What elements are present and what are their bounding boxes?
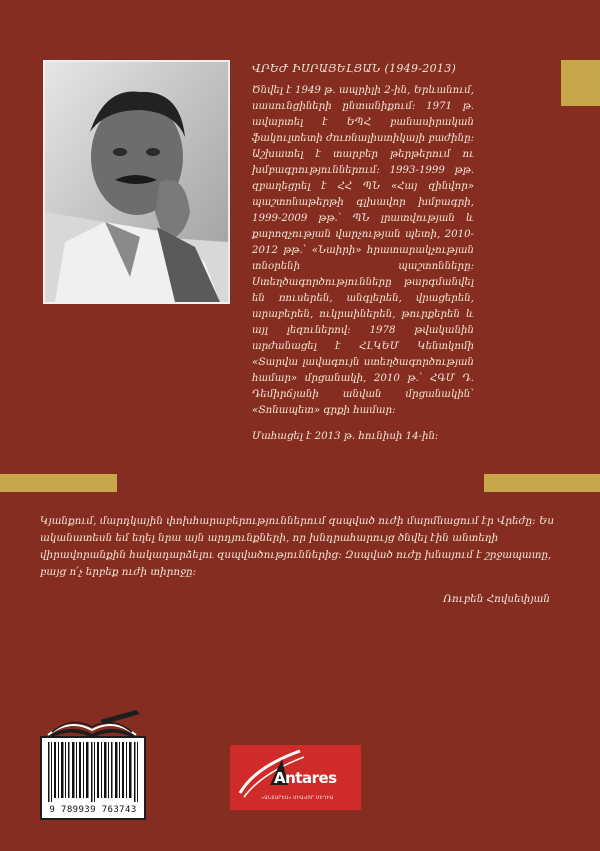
quote-text: Կյանքում, մարդկային փոխհարաբերություններում զսպված ուժի մարմնացում էր Վրեժը: Ես ականատեսն եմ եղել նրա այն արդյունքների, որ խնդրահարույց ծնվել էին անտեղի վիրավորանքին հակադարձելու զսպվածություններից: Զսպված ուժը խնայում է շրջապատը, բայց ո՛չ երբեք ուժի տիրոջը: [40,515,555,578]
author-photo [45,62,228,302]
author-bio [252,62,474,442]
publisher-logo [230,745,361,810]
bio-title: ՎՐԵԺ ԻՍՐԱՅԵԼՅԱՆ (1949-2013) [252,62,457,75]
gold-band-right-top [561,60,600,106]
gold-band-left [0,474,117,492]
isbn-number: 9 789939 763743 [49,805,137,815]
publisher-subtitle: «ԱՆՏԱՐԵՍ» ՄԻԱՎՈՐ ՄԵԴԻԱ [261,795,334,800]
quote-author: Ռուբեն Հովսեփյան [443,593,550,605]
publisher-name: Antares [274,769,337,787]
bio-death-line: Մահացել է 2013 թ. հունիսի 14-ին: [252,431,439,442]
isbn-barcode [40,736,146,820]
gold-band-right [484,474,600,492]
bio-text: Ծնվել է 1949 թ. ապրիլի 2-ին, Երևանում, սասունցիների ընտանիքում: 1971 թ. ավարտել է ԵՊՀ բանասիրական ֆակուլտետի ժուռնալիստիկայի բաժինը: Աշխատել է տարբեր թերթերում ու խմբագրություններում: 1993-1999 թթ. զբաղեցրել է ՀՀ ՊՆ «Հայ զինվոր» պաշտոնաթերթի գլխավոր խմբագրի, 1999-2009 թթ.՝ ՊՆ լրատվության և քարոզչության վարչության պետի, 2010-2012 թթ.՝ «Նաիրի» հրատարակչության տնօրենի պաշտոնները: Ստեղծագործությունները թարգմանվել են ռուսերեն, անգլերեն, վրացերեն, արաբերեն, ուկրաիներեն, թուրքերեն և այլ լեզուներով: 1978 թվականին արժանացել է ՀԼԿԵՄ Կենտկոմի «Տարվա լավագույն ստեղծագործության համար» մրցանակի, 2010 թ.՝ ՀԳՄ Դ. Դեմիրճյանի անվան մրցանակին՝ «Տոնապետ» գրքի համար: [252,85,474,416]
